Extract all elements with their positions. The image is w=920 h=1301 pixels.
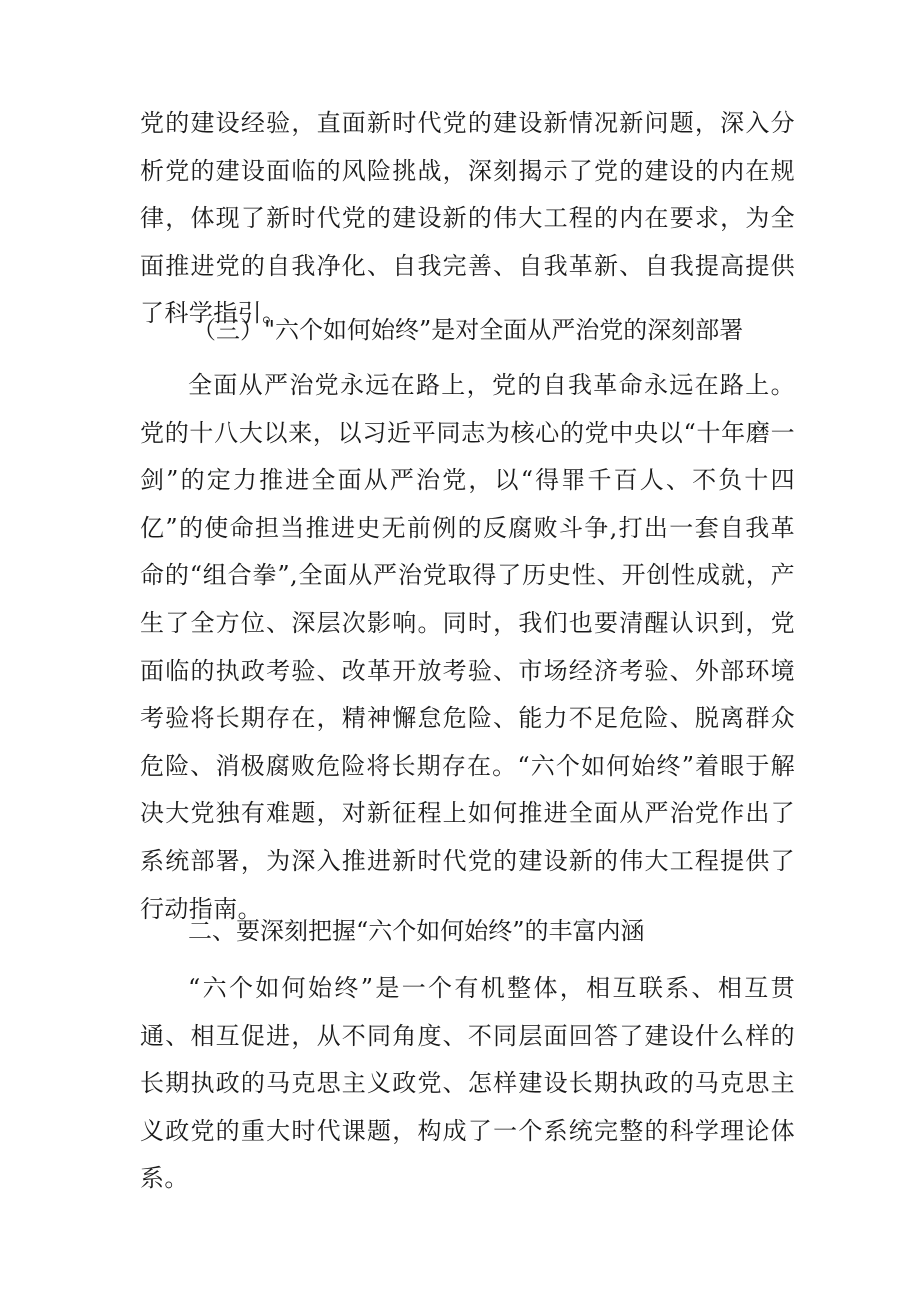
- paragraph-six-how-always: “六个如何始终”是一个有机整体，相互联系、相互贯通、相互促进，从不同角度、不同层面回答了建设什么样的长期执政的马克思主义政党、怎样建设长期执政的马克思主义政党的重大时代课题，构成了一个系统完整的科学理论体系。: [140, 974, 795, 1193]
- paragraph-full-strict-governance: 全面从严治党永远在路上，党的自我革命永远在路上。党的十八大以来，以习近平同志为核心的党中央以“十年磨一剑”的定力推进全面从严治党，以“得罪千百人、不负十四亿”的使命担当推进史无前例的反腐败斗争,打出一套自我革命的“组合拳”,全面从严治党取得了历史性、开创性成就，产生了全方位、深层次影响。同时，我们也要清醒认识到，党面临的执政考验、改革开放考验、市场经济考验、外部环境考验将长期存在，精神懈怠危险、能力不足危险、脱离群众危险、消极腐败危险将长期存在。“六个如何始终”着眼于解决大党独有难题，对新征程上如何推进全面从严治党作出了系统部署，为深入推进新时代党的建设新的伟大工程提供了行动指南。: [140, 371, 795, 923]
- paragraph-continued: 党的建设经验，直面新时代党的建设新情况新问题，深入分析党的建设面临的风险挑战，深刻揭示了党的建设的内在规律，体现了新时代党的建设新的伟大工程的内在要求，为全面推进党的自我净化、自我完善、自我革新、自我提高提供了科学指引。: [140, 109, 795, 328]
- section-heading-three: （三）"六个如何始终”是对全面从严治党的深刻部署: [192, 316, 744, 344]
- section-heading-two: 二、要深刻把握“六个如何始终”的丰富内涵: [188, 917, 645, 945]
